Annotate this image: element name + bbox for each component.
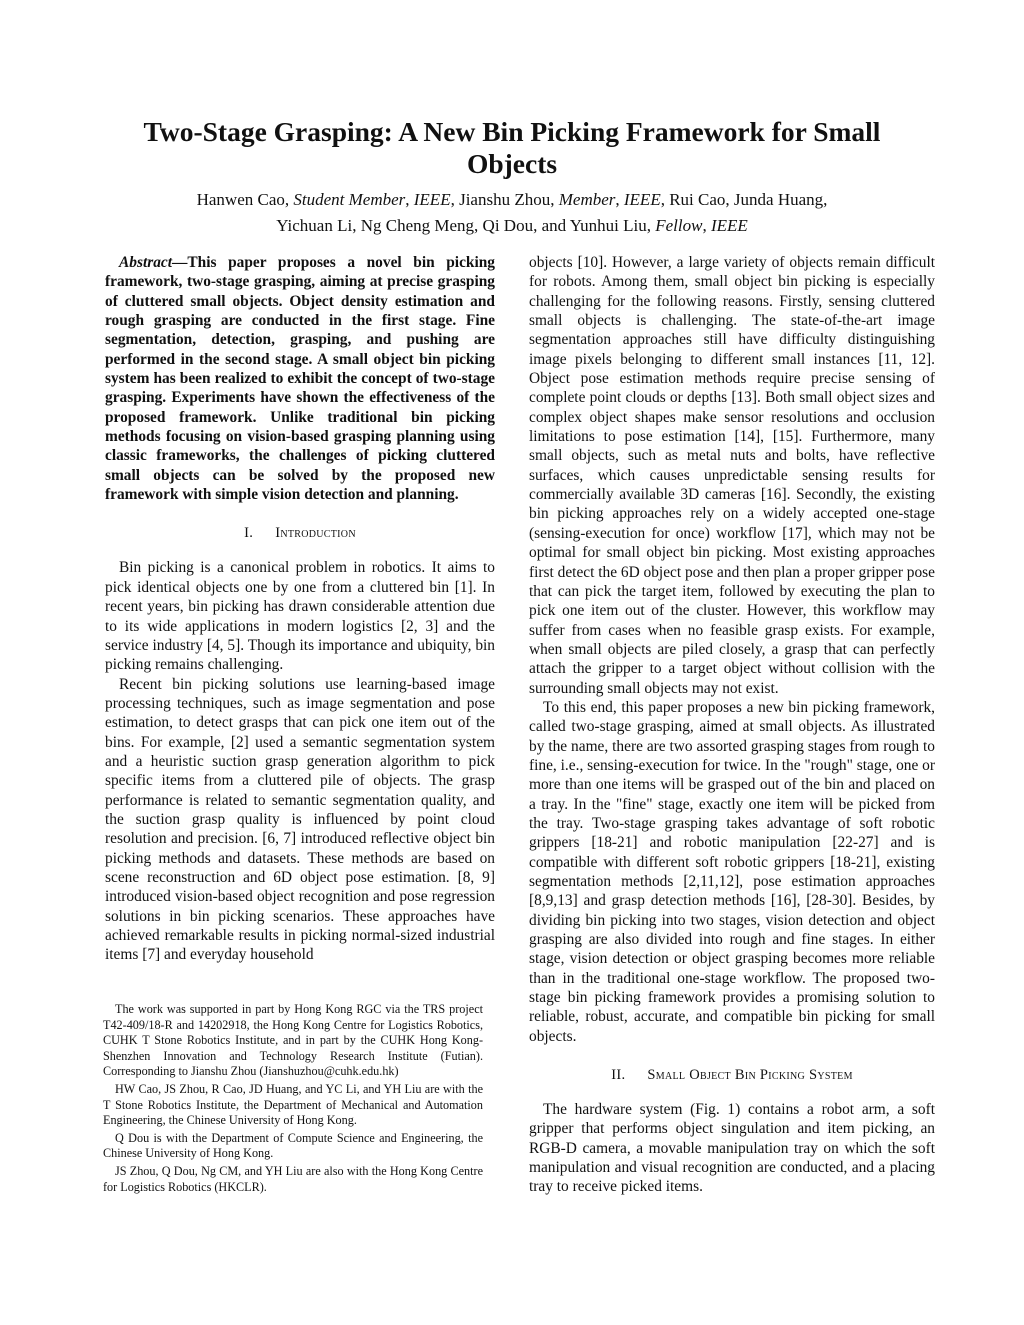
right-column [529, 253, 935, 1197]
author-name: Hanwen Cao [196, 190, 285, 209]
author-name: Jianshu Zhou [459, 190, 551, 209]
body-paragraph: Bin picking is a canonical problem in robotics. It aims to pick identical objects one by one from a cluttered bin [1]. In recent years, bin picking has drawn considerable attention due to its wide applications in modern logistics [2, 3] and the service industry [4, 5]. Though its importance and ubiquity, bin picking remains challenging. [105, 559, 495, 674]
author-org: IEEE [623, 190, 661, 209]
author-org: IEEE [710, 216, 748, 235]
left-column [105, 253, 495, 965]
body-paragraph: To this end, this paper proposes a new bin picking framework, called two-stage grasping, aimed at small objects. As illustrated by the name, there are two assorted grasping stages from rough to fine, i.e., sensing-execution for twice. In the "rough" stage, one or more than one items will be grasped out of the bin and placed on a tray. In the "fine" stage, exactly one item will be picked from the tray. Two-stage grasping takes advantage of soft robotic grippers [18-21] and robotic manipulation [22-27] and is compatible with different soft robotic grippers [18-21], existing segmentation methods [2,11,12], pose estimation approaches [8,9,13] and grasp detection methods [16], [28-30]. Besides, by dividing bin picking into two stages, vision detection and object grasping are also divided into rough and fine stages. In either stage, vision detection or object grasping becomes more reliable than in the traditional one-stage workflow. The proposed two-stage bin picking framework provides a promising solution to reliable, robust, accurate, and compatible bin picking for small objects. [529, 698, 935, 1045]
author-role: Fellow [655, 216, 703, 235]
abstract-lead: Abstract [119, 254, 173, 271]
footnote: The work was supported in part by Hong Kong RGC via the TRS project T42-409/18-R and 14202918, the Hong Kong Centre for Logistics Robotics, CUHK T Stone Robotics Institute, and in part by the CUHK Hong Kong-Shenzhen Innovation and Technology Research Institute (Futian). Corresponding to Jianshu Zhou (Jianshuzhou@cuhk.edu.hk) [103, 1002, 483, 1079]
section-number: II. [611, 1067, 626, 1084]
section-heading-introduction [105, 524, 495, 543]
author-org: IEEE [413, 190, 451, 209]
author-role: Student Member [293, 190, 406, 209]
section-number: I. [244, 525, 254, 542]
footnote: JS Zhou, Q Dou, Ng CM, and YH Liu are also with the Hong Kong Centre for Logistics Robotics (HKCLR). [103, 1163, 483, 1194]
body-paragraph: The hardware system (Fig. 1) contains a robot arm, a soft gripper that performs object singulation and item picking, an RGB-D camera, a movable manipulation tray on which the soft manipulation and visual recognition are conducted, and a placing tray to receive picked items. [529, 1101, 935, 1196]
body-paragraph: objects [10]. However, a large variety of objects remain difficult for robots. Among them, small object bin picking is especially challenging for the following reasons. Firstly, sensing cluttered small objects is challenging. The state-of-the-art image segmentation approaches still have difficulty distinguishing image pixels belonging to different small instances [11, 12]. Object pose estimation methods require precise sensing of complete point clouds or depths [13]. Both small object sizes and complex object shapes make sensor resolutions and occlusion limitations to pose estimation [14], [15]. Furthermore, many small objects, such as metal nuts and bolts, have reflective surfaces, which causes unpredictable sensing results for commercially available 3D cameras [16]. Secondly, the existing bin picking approaches rely on a widely accepted one-stage (sensing-execution for once) workflow [17], which may not be optimal for small object bin picking. Most existing approaches first detect the 6D object pose and then plan a proper gripper pose that can pick the target item, followed by executing the plan to pick one item out of the cluster. However, this workflow may suffer from cases when no feasible grasp exists. For example, when small objects are piled closely, a grasp that can perfectly attach the gripper to a target object without collision with the surrounding small objects may not exist. [529, 254, 936, 697]
abstract-text: —This paper proposes a novel bin picking framework, two-stage grasping, aiming at precise grasping of cluttered small objects. Object density estimation and rough grasping are conducted in the first stage. Fine segmentation, detection, grasping, and pushing are performed in the second stage. A small object bin picking system has been realized to exhibit the concept of two-stage grasping. Experiments have shown the effectiveness of the proposed framework. Unlike traditional bin picking methods focusing on vision-based grasping planning using classic frameworks, the challenges of picking cluttered small objects can be solved by the proposed new framework with simple vision detection and planning. [105, 254, 495, 504]
author-list: Hanwen Cao, Student Member, IEEE, Jianshu Zhou, Member, IEEE, Rui Cao, Junda Huang, Yichuan Li, Ng Cheng Meng, Qi Dou, and Yunhui Liu, Fellow, IEEE [196, 190, 828, 235]
author-name: Qi Dou [482, 216, 534, 235]
body-paragraph: Recent bin picking solutions use learning-based image processing techniques, such as image segmentation and pose estimation, to detect grasps that can pick one item out of the bins. For example, [2] used a semantic segmentation system and a heuristic suction grasp generation algorithm to pick specific items from a cluttered pile of objects. The grasp performance is related to semantic segmentation quality, and the suction grasp quality is influenced by point cloud resolution and precision. [6, 7] introduced reflective object bin picking methods and datasets. These methods are based on scene reconstruction and 6D object pose estimation. [8, 9] introduced vision-based object recognition and pose regression solutions in bin picking scenarios. These approaches have achieved remarkable results in picking normal-sized industrial items [7] and everyday household [105, 675, 495, 964]
author-name: Rui Cao [669, 190, 726, 209]
footnote: Q Dou is with the Department of Compute Science and Engineering, the Chinese University of Hong Kong. [103, 1130, 483, 1161]
section-title: Small Object Bin Picking System [647, 1067, 853, 1084]
footnotes [103, 1002, 483, 1197]
section-title: Introduction [275, 525, 356, 542]
author-name: Yunhui Liu [569, 216, 647, 235]
author-name: Junda Huang [733, 190, 824, 209]
author-name: Ng Cheng Meng [360, 216, 475, 235]
section-heading-system [529, 1066, 935, 1085]
paper-title: Two-Stage Grasping: A New Bin Picking Framework for Small Objects [143, 116, 881, 179]
abstract [105, 253, 495, 504]
author-role: Member [558, 190, 616, 209]
footnote: HW Cao, JS Zhou, R Cao, JD Huang, and YC Li, and YH Liu are with the T Stone Robotics Institute, the Department of Mechanical and Automation Engineering, the Chinese University of Hong Kong. [103, 1081, 483, 1128]
author-name: Yichuan Li [276, 216, 353, 235]
